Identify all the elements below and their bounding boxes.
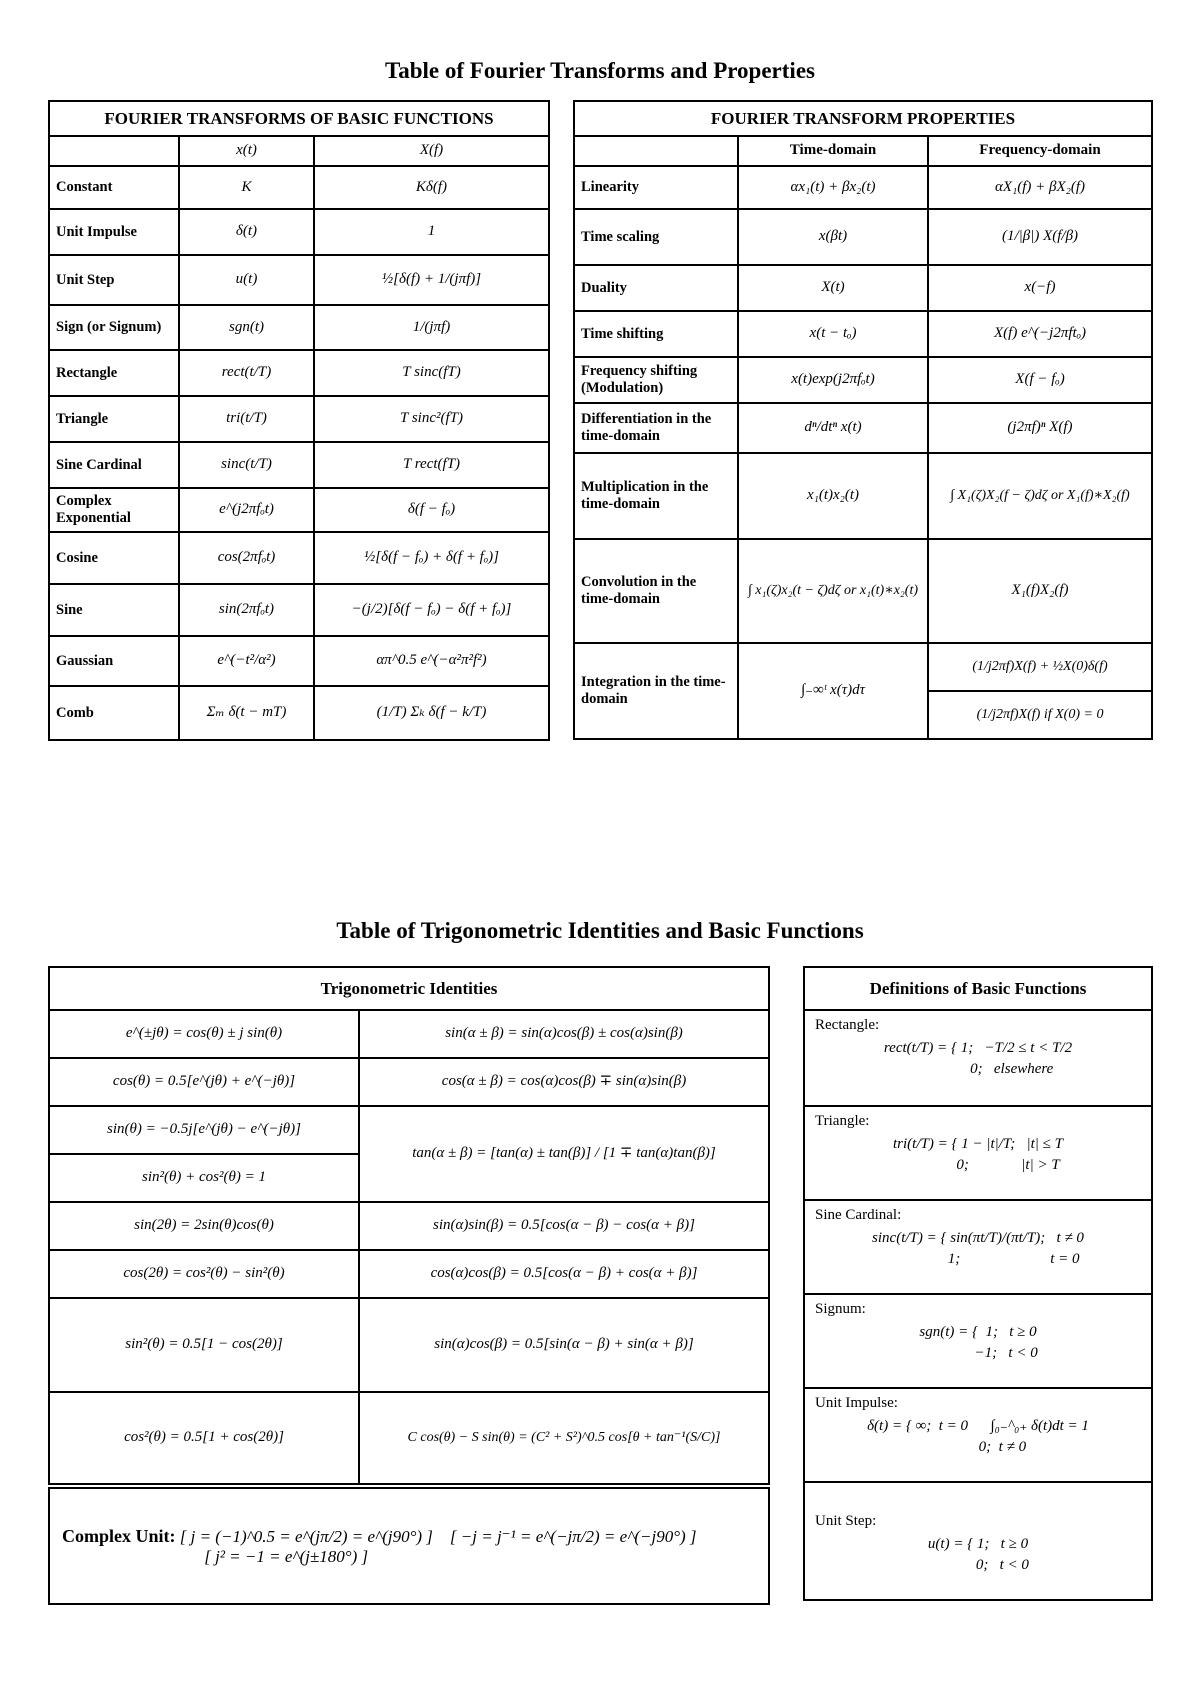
complex-eq-2: [ −j = j⁻¹ = e^(−jπ/2) = e^(−j90°) ] — [449, 1526, 697, 1546]
def-eq: tri(t/T) = { 1 − |t|/T; |t| ≤ T 0; |t| > T — [892, 1136, 1064, 1173]
identity: sin(θ) = −0.5j[e^(jθ) − e^(−jθ)] — [49, 1106, 359, 1154]
table-row — [49, 209, 549, 255]
identity: sin(α)sin(β) = 0.5[cos(α − β) − cos(α + β)] — [359, 1202, 769, 1250]
freq-func: ½[δ(f − fₒ) + δ(f + fₒ)] — [314, 532, 549, 584]
time-expr: x(t − tₒ) — [738, 311, 928, 357]
col-x: x(t) — [179, 136, 314, 166]
time-expr: ∫₋∞ᵗ x(τ)dτ — [738, 643, 928, 739]
time-expr: x(t)exp(j2πfₒt) — [738, 357, 928, 403]
freq-expr: X(f − fₒ) — [928, 357, 1152, 403]
row-label: Cosine — [49, 532, 179, 584]
complex-unit-label: Complex Unit: — [62, 1525, 176, 1546]
freq-func: δ(f − fₒ) — [314, 488, 549, 532]
def-eq: sgn(t) = { 1; t ≥ 0 −1; t < 0 — [919, 1324, 1038, 1361]
time-expr: x₁(t)x₂(t) — [738, 453, 928, 539]
def-label: Unit Impulse: — [815, 1395, 898, 1411]
time-func: u(t) — [179, 255, 314, 305]
table-row — [49, 1106, 769, 1154]
time-func: e^(j2πfₒt) — [179, 488, 314, 532]
col-freq-domain: Frequency-domain — [928, 136, 1152, 166]
freq-expr: (1/j2πf)X(f) if X(0) = 0 — [928, 691, 1152, 739]
def-label: Signum: — [815, 1301, 866, 1317]
def-eq: sinc(t/T) = { sin(πt/T)/(πt/T); t ≠ 0 1; t = 0 — [872, 1230, 1084, 1267]
complex-unit-row — [49, 1486, 769, 1604]
freq-func: ½[δ(f) + 1/(jπf)] — [314, 255, 549, 305]
row-label: Duality — [574, 265, 738, 311]
def-eq: u(t) = { 1; t ≥ 0 0; t < 0 — [927, 1536, 1029, 1573]
def-label: Sine Cardinal: — [815, 1207, 902, 1223]
table-row — [574, 403, 1152, 453]
freq-func: T sinc(fT) — [314, 350, 549, 396]
def-item — [804, 1200, 1152, 1294]
time-func: sin(2πfₒt) — [179, 584, 314, 636]
defs-header: Definitions of Basic Functions — [804, 967, 1152, 1010]
time-func: tri(t/T) — [179, 396, 314, 442]
table-row — [574, 643, 1152, 691]
table-row — [49, 442, 549, 488]
ft-basic-header: FOURIER TRANSFORMS OF BASIC FUNCTIONS — [49, 101, 549, 136]
table-row — [49, 686, 549, 740]
identity: C cos(θ) − S sin(θ) = (C² + S²)^0.5 cos[θ + tan⁻¹(S/C)] — [359, 1392, 769, 1486]
def-label: Rectangle: — [815, 1017, 880, 1033]
row-label: Triangle — [49, 396, 179, 442]
time-func: sgn(t) — [179, 305, 314, 350]
ft-basic-table — [48, 100, 550, 741]
freq-expr: (j2πf)ⁿ X(f) — [928, 403, 1152, 453]
freq-func: (1/T) Σₖ δ(f − k/T) — [314, 686, 549, 740]
row-label: Time shifting — [574, 311, 738, 357]
identity: sin²(θ) + cos²(θ) = 1 — [49, 1154, 359, 1202]
def-item — [804, 1388, 1152, 1482]
freq-func: T rect(fT) — [314, 442, 549, 488]
row-label: Sine — [49, 584, 179, 636]
identity: sin(α ± β) = sin(α)cos(β) ± cos(α)sin(β) — [359, 1010, 769, 1058]
col-X: X(f) — [314, 136, 549, 166]
table-row — [574, 357, 1152, 403]
identity: e^(±jθ) = cos(θ) ± j sin(θ) — [49, 1010, 359, 1058]
table-row — [574, 209, 1152, 265]
trig-table — [48, 966, 770, 1605]
table-row — [49, 1010, 769, 1058]
row-label: Sign (or Signum) — [49, 305, 179, 350]
trig-header: Trigonometric Identities — [49, 967, 769, 1010]
identity: cos(α ± β) = cos(α)cos(β) ∓ sin(α)sin(β) — [359, 1058, 769, 1106]
def-item — [804, 1482, 1152, 1600]
freq-expr: (1/j2πf)X(f) + ½X(0)δ(f) — [928, 643, 1152, 691]
identity: cos(2θ) = cos²(θ) − sin²(θ) — [49, 1250, 359, 1298]
complex-eq-3: [ j² = −1 = e^(j±180°) ] — [204, 1546, 369, 1566]
freq-expr: (1/|β|) X(f/β) — [928, 209, 1152, 265]
identity: sin²(θ) = 0.5[1 − cos(2θ)] — [49, 1298, 359, 1392]
title-trig: Table of Trigonometric Identities and Basic Functions — [336, 918, 864, 943]
time-expr: αx₁(t) + βx₂(t) — [738, 166, 928, 209]
table-row — [49, 166, 549, 209]
ft-props-table — [573, 100, 1153, 740]
table-row — [49, 584, 549, 636]
row-label: Convolution in the time-domain — [574, 539, 738, 643]
def-item — [804, 1294, 1152, 1388]
identity: cos(α)cos(β) = 0.5[cos(α − β) + cos(α + β)] — [359, 1250, 769, 1298]
time-func: sinc(t/T) — [179, 442, 314, 488]
row-label: Sine Cardinal — [49, 442, 179, 488]
table-row — [49, 532, 549, 584]
table-row — [49, 1058, 769, 1106]
table-row — [49, 488, 549, 532]
table-row — [574, 166, 1152, 209]
row-label: Gaussian — [49, 636, 179, 686]
row-label: Comb — [49, 686, 179, 740]
row-label: Constant — [49, 166, 179, 209]
freq-func: 1 — [314, 209, 549, 255]
table-row — [49, 1298, 769, 1392]
table-row — [49, 396, 549, 442]
freq-expr: x(−f) — [928, 265, 1152, 311]
row-label: Unit Step — [49, 255, 179, 305]
freq-func: T sinc²(fT) — [314, 396, 549, 442]
def-label: Triangle: — [815, 1113, 870, 1129]
table-row — [49, 1202, 769, 1250]
def-eq: δ(t) = { ∞; t = 0 ∫₀₋^₀₊ δ(t)dt = 1 0; t ≠ 0 — [867, 1418, 1089, 1455]
table-row — [574, 453, 1152, 539]
def-eq: rect(t/T) = { 1; −T/2 ≤ t < T/2 0; elsewhere — [883, 1040, 1073, 1077]
complex-eq-1: [ j = (−1)^0.5 = e^(jπ/2) = e^(j90°) ] — [179, 1526, 433, 1546]
time-func: e^(−t²/α²) — [179, 636, 314, 686]
row-label: Differentiation in the time-domain — [574, 403, 738, 453]
freq-expr: ∫ X₁(ζ)X₂(f − ζ)dζ or X₁(f)∗X₂(f) — [928, 453, 1152, 539]
time-func: Σₘ δ(t − mT) — [179, 686, 314, 740]
table-row — [574, 265, 1152, 311]
def-item — [804, 1106, 1152, 1200]
def-label: Unit Step: — [815, 1513, 877, 1529]
freq-func: Kδ(f) — [314, 166, 549, 209]
table-row — [49, 350, 549, 396]
time-expr: X(t) — [738, 265, 928, 311]
table-row — [49, 636, 549, 686]
col-time-domain: Time-domain — [738, 136, 928, 166]
time-func: cos(2πfₒt) — [179, 532, 314, 584]
row-label: Integration in the time-domain — [574, 643, 738, 739]
identity: cos²(θ) = 0.5[1 + cos(2θ)] — [49, 1392, 359, 1486]
defs-table — [803, 966, 1153, 1601]
def-item — [804, 1010, 1152, 1106]
ft-props-header: FOURIER TRANSFORM PROPERTIES — [574, 101, 1152, 136]
identity: sin(2θ) = 2sin(θ)cos(θ) — [49, 1202, 359, 1250]
freq-expr: X(f) e^(−j2πftₒ) — [928, 311, 1152, 357]
freq-func: 1/(jπf) — [314, 305, 549, 350]
row-label: Multiplication in the time-domain — [574, 453, 738, 539]
freq-expr: X₁(f)X₂(f) — [928, 539, 1152, 643]
identity: tan(α ± β) = [tan(α) ± tan(β)] / [1 ∓ tan(α)tan(β)] — [359, 1106, 769, 1202]
table-row — [49, 1392, 769, 1486]
row-label: Time scaling — [574, 209, 738, 265]
freq-func: απ^0.5 e^(−α²π²f²) — [314, 636, 549, 686]
time-expr: ∫ x₁(ζ)x₂(t − ζ)dζ or x₁(t)∗x₂(t) — [738, 539, 928, 643]
table-row — [574, 539, 1152, 643]
table-row — [49, 305, 549, 350]
time-func: δ(t) — [179, 209, 314, 255]
time-expr: x(βt) — [738, 209, 928, 265]
freq-expr: αX₁(f) + βX₂(f) — [928, 166, 1152, 209]
title-fourier: Table of Fourier Transforms and Properties — [385, 58, 815, 83]
row-label: Unit Impulse — [49, 209, 179, 255]
freq-func: −(j/2)[δ(f − fₒ) − δ(f + fₒ)] — [314, 584, 549, 636]
table-row — [49, 255, 549, 305]
time-func: K — [179, 166, 314, 209]
identity: sin(α)cos(β) = 0.5[sin(α − β) + sin(α + β)] — [359, 1298, 769, 1392]
identity: cos(θ) = 0.5[e^(jθ) + e^(−jθ)] — [49, 1058, 359, 1106]
row-label: Complex Exponential — [49, 488, 179, 532]
time-func: rect(t/T) — [179, 350, 314, 396]
row-label: Frequency shifting (Modulation) — [574, 357, 738, 403]
table-row — [49, 1250, 769, 1298]
table-row — [574, 311, 1152, 357]
row-label: Linearity — [574, 166, 738, 209]
time-expr: dⁿ/dtⁿ x(t) — [738, 403, 928, 453]
row-label: Rectangle — [49, 350, 179, 396]
